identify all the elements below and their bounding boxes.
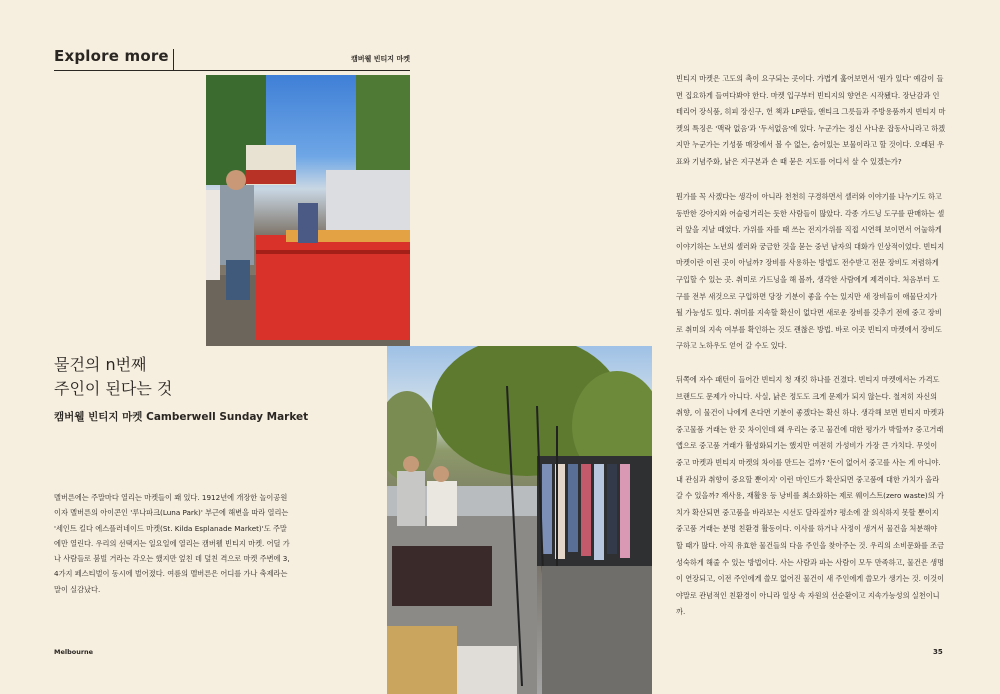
body-paragraph-1: 빈티지 마켓은 고도의 촉이 요구되는 곳이다. 가볍게 훑어보면서 '뭔가 있다' 예감이 들면 집요하게 들여다봐야 한다. 마켓 입구부터 빈티지의 향연은 시작됐다. 장난감과 인테리어 장식품, 히피 장신구, 헌 책과 LP판들, 앤티크 그릇들과 주방용품까지 빈티지 마켓의 특징은 '맥락 없음'과 '두서없음'에 있다. 누군가는 정신 사나운 잡동사니라고 하겠지만 누군가는 기성품 매장에서 볼 수 없는, 숨어있는 보물이라고 할 것이다. 오래된 우표와 기념주화, 낡은 지구본과 손 때 묻은 지도를 어디서 살 수 있겠는가? xyxy=(676,74,946,166)
page-number: 35 xyxy=(933,648,943,656)
article-headline xyxy=(54,353,172,401)
article-subhead: 캠버웰 빈티지 마켓 Camberwell Sunday Market xyxy=(54,411,309,423)
header-divider xyxy=(173,49,174,70)
market-stall-photo xyxy=(206,75,410,346)
headline-line-2: 주인이 된다는 것 xyxy=(54,379,173,398)
body-paragraph-3: 뒤쪽에 자수 패턴이 들어간 빈티지 청 재킷 하나를 건졌다. 빈티지 마켓에서는 가격도 브랜드도 문제가 아니다. 사실, 낡은 정도도 크게 문제가 되지 않는다. 철저히 자신의 취향, 이 물건이 나에게 온다면 기분이 좋겠다는 확신 하나. 생각해 보면 빈티지 마켓과 중고물품 거래는 한 끗 차이인데 왜 우리는 중고 물건에 대한 평가가 박할까? 중고거래 앱으로 중고품 거래가 활성화되기는 했지만 여전히 가성비가 가장 큰 가치다. 무엇이 중고 마켓과 빈티지 마켓의 차이를 만드는 걸까? '돈이 없어서 중고를 사는 게 아니야. 내 관심과 취향이 중요할 뿐이지' 이런 마인드가 확산되면 중고품에 대한 가치가 올라갈 수 있을까? 재사용, 재활용 등 낭비를 최소화하는 제로 웨이스트(zero waste)의 가치가 확산되면 중고품을 바라보는 시선도 달라질까? 평소에 잘 의식하지 못할 뿐이지 중고품 거래는 분명 친환경 활동이다. 이사를 하거나 사정이 생겨서 물건을 처분해야 할 때가 많다. 아직 유효한 물건들의 다음 주인을 찾아주는 것. 우리의 소비문화를 조금 성숙하게 해줄 수 있는 방법이다. 사는 사람과 파는 사람이 모두 만족하고, 물건은 생명이 연장되고, 이전 주인에게 쓸모 없어진 물건이 새 주인에게 쓸모가 생기는 것. 이것이야말로 관념적인 친환경이 아니라 일상 속 자원의 선순환이고 지속가능성의 실천이니까. xyxy=(676,375,945,617)
footer-city: Melbourne xyxy=(54,648,94,656)
section-tag: 캠버웰 빈티지 마켓 xyxy=(351,55,410,63)
header-rule xyxy=(54,70,410,71)
section-title: Explore more xyxy=(54,47,169,65)
body-paragraph-2: 뭔가를 꼭 사겠다는 생각이 아니라 천천히 구경하면서 셀러와 이야기를 나누기도 하고 동반한 강아지와 어슬렁거리는 듯한 사람들이 많았다. 각종 가드닝 도구를 판매하는 셀러 앞을 지날 때였다. 가위를 자를 때 쓰는 전지가위를 직접 시연해 보이면서 어눌하게 이야기하는 노년의 셀러와 궁금한 것을 묻는 중년 남자의 대화가 인상적이었다. 빈티지 마켓이란 이런 곳이 아닐까? 장비를 사용하는 방법도 전수받고 전문 장비도 저렴하게 구입할 수 있는 곳. 취미로 가드닝을 해 볼까, 생각한 사람에게 제격이다. 처음부터 도구를 전부 새것으로 구입하면 당장 기분이 좋을 수는 있지만 새 장비들이 애물단지가 될 가능성도 있다. 취미를 지속할 확신이 없다면 새로운 장비를 갖추기 전에 중고 장비로 취미의 지속 여부를 확인하는 것도 괜찮은 방법. 바로 이곳 빈티지 마켓에서 장비도 구하고 노하우도 얻어 갈 수도 있다. xyxy=(676,192,945,351)
intro-paragraph: 멜버른에는 주말마다 열리는 마켓들이 꽤 있다. 1912년에 개장한 놀이공원이자 멜버른의 아이콘인 '루나파크(Luna Park)' 부근에 해변을 따라 열리는 '세인트 킬다 에스플러네이드 마켓(St. Kilda Esplanade Market)'도 주말에만 열린다. 우리의 선택지는 일요일에 열리는 캠버웰 빈티지 마켓. 어딜 가나 사람들로 붐빌 거라는 각오는 했지만 엎친 데 덮친 격으로 마켓 주변에 3, 4가지 페스티벌이 동시에 벌어졌다. 여름의 멜버른은 어디를 가나 축제라는 말이 실감났다. xyxy=(54,493,290,594)
headline-line-1: 물건의 n번째 xyxy=(54,355,147,374)
outdoor-market-photo xyxy=(387,346,652,694)
